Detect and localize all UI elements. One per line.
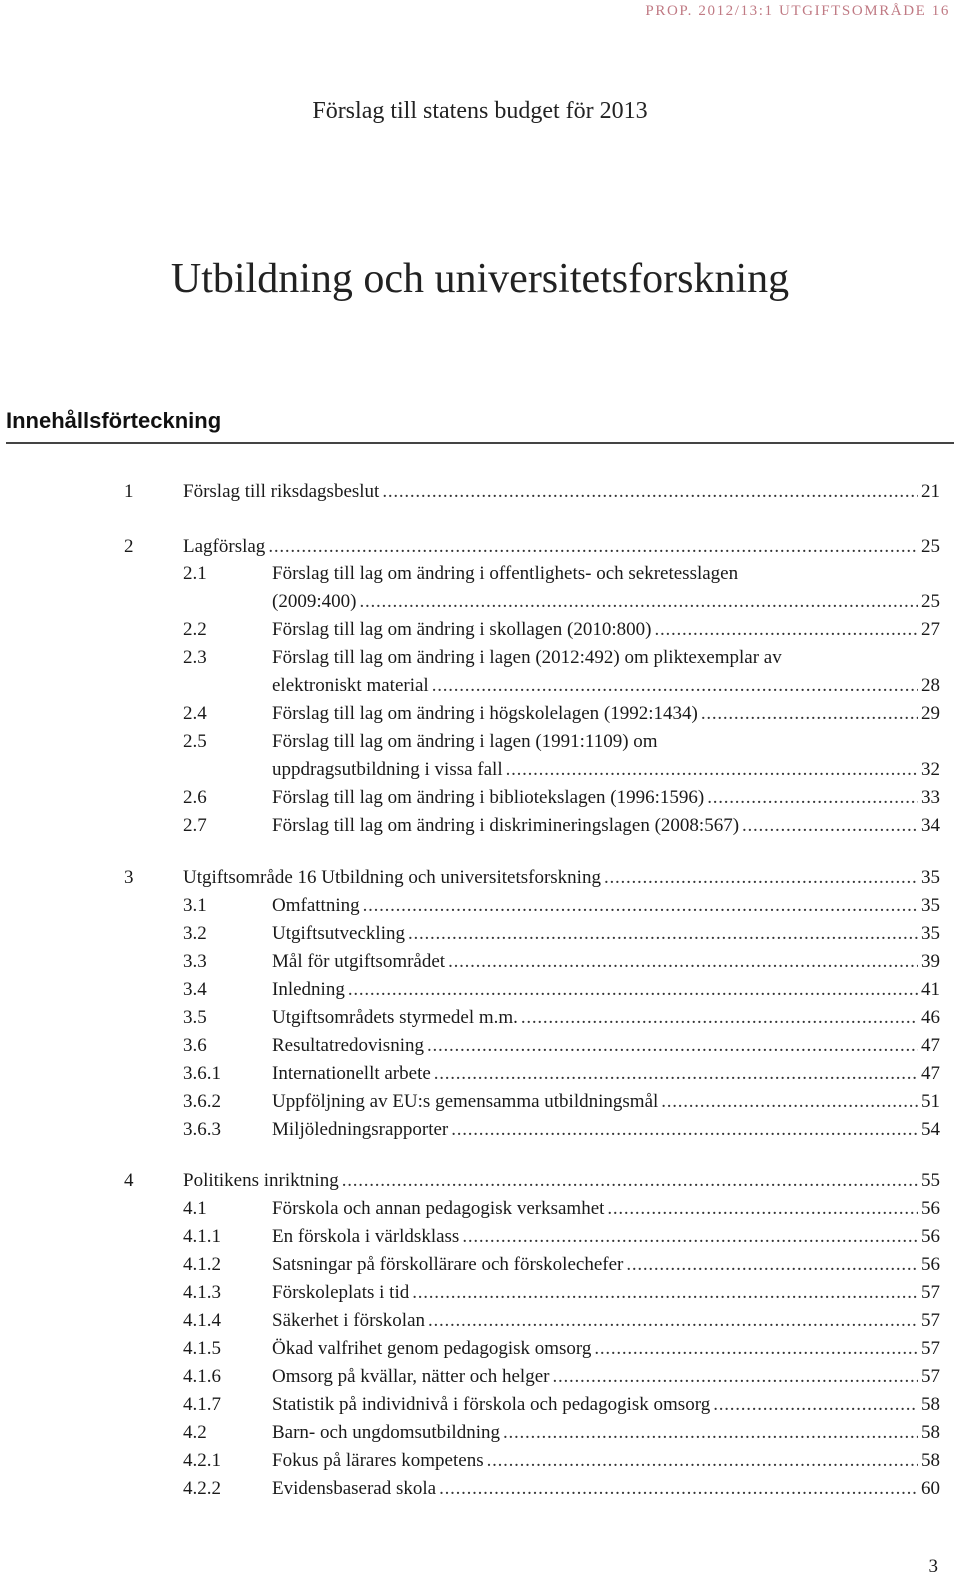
toc-entry-page: 39 [921,951,940,972]
toc-dot-leader [713,1391,918,1419]
toc-entry-number: 3.3 [183,951,207,972]
toc-entry-number: 2.1 [183,563,207,584]
toc-dot-leader [428,1307,918,1335]
toc-entry-number: 4.2.1 [183,1450,221,1471]
toc-entry-title: Förslag till lag om ändring i lagen (1991:1109) om [272,731,658,752]
toc-entry-number: 4.1.7 [183,1394,221,1415]
toc-dot-leader [487,1447,918,1475]
toc-dot-leader [408,920,918,948]
toc-entry[interactable] [0,976,960,1004]
toc-dot-leader [382,478,918,506]
toc-entry-title: Evidensbaserad skola [272,1478,437,1499]
toc-entry-page: 29 [921,703,940,724]
toc-entry[interactable] [0,1088,960,1116]
toc-entry-title: Barn- och ungdomsutbildning [272,1422,500,1443]
toc-entry-number: 2 [124,536,134,557]
toc-entry-title: Förslag till lag om ändring i högskolelagen (1992:1434) [272,703,698,724]
toc-entry-title: Förskola och annan pedagogisk verksamhet [272,1198,605,1219]
toc-entry-number: 2.7 [183,815,207,836]
toc-dot-leader [607,1195,918,1223]
toc-entry-number: 2.4 [183,703,207,724]
toc-entry-title: Förslag till lag om ändring i lagen (2012:492) om pliktexemplar av [272,647,782,668]
toc-entry-title: Mål för utgiftsområdet [272,951,446,972]
toc-entry[interactable] [0,1363,960,1391]
toc-entry[interactable] [0,1447,960,1475]
toc-entry-number: 3.4 [183,979,207,1000]
toc-entry-number: 4.2.2 [183,1478,221,1499]
toc-entry-number: 4.1.2 [183,1254,221,1275]
toc-dot-leader [503,1419,918,1447]
toc-entry-title: Förslag till lag om ändring i diskrimineringslagen (2008:567) [272,815,740,836]
toc-entry[interactable] [0,1251,960,1279]
toc-entry-title: Utgiftsutveckling [272,923,405,944]
toc-entry[interactable] [0,1060,960,1088]
toc-entry-page: 35 [921,867,940,888]
toc-entry[interactable] [0,756,960,784]
toc-entry-number: 3.6.2 [183,1091,221,1112]
document-title: Utbildning och universitetsforskning [170,256,790,302]
toc-entry[interactable] [0,1223,960,1251]
toc-entry-page: 35 [921,923,940,944]
toc-entry-title: Uppföljning av EU:s gemensamma utbildningsmål [272,1091,659,1112]
toc-dot-leader [412,1279,918,1307]
toc-entry-page: 25 [921,536,940,557]
toc-entry-title: Satsningar på förskollärare och förskolechefer [272,1254,624,1275]
toc-entry-number: 2.2 [183,619,207,640]
toc-entry-page: 27 [921,619,940,640]
toc-entry[interactable] [0,920,960,948]
toc-entry-title: Statistik på individnivå i förskola och pedagogisk omsorg [272,1394,711,1415]
toc-dot-leader [506,756,918,784]
toc-entry-page: 21 [921,481,940,502]
toc-entry[interactable] [0,1419,960,1447]
toc-dot-leader [427,1032,918,1060]
toc-entry[interactable] [0,1116,960,1144]
toc-entry[interactable] [0,1307,960,1335]
toc-entry[interactable] [0,892,960,920]
toc-entry-number: 3 [124,867,134,888]
toc-entry-page: 33 [921,787,940,808]
toc-entry-page: 47 [921,1035,940,1056]
toc-entry[interactable] [0,784,960,812]
toc-entry-number: 4.1 [183,1198,207,1219]
toc-entry-title: elektroniskt material [272,675,429,696]
toc-entry-number: 1 [124,481,134,502]
toc-entry[interactable] [0,478,960,506]
toc-entry[interactable] [0,948,960,976]
toc-entry-page: 56 [921,1198,940,1219]
toc-entry-page: 56 [921,1226,940,1247]
page-number: 3 [928,1556,938,1577]
toc-entry-title: Internationellt arbete [272,1063,431,1084]
toc-entry-title: Förskoleplats i tid [272,1282,410,1303]
toc-dot-leader [654,616,918,644]
toc-entry[interactable] [0,864,960,892]
toc-entry-title: Politikens inriktning [183,1170,339,1191]
toc-dot-leader [363,892,918,920]
toc-entry[interactable] [0,1391,960,1419]
toc-dot-leader [359,588,918,616]
toc-entry-number: 4.1.4 [183,1310,221,1331]
toc-dot-leader [742,812,918,840]
toc-entry[interactable] [0,1032,960,1060]
toc-entry-number: 3.6.3 [183,1119,221,1140]
toc-entry-title: Miljöledningsrapporter [272,1119,449,1140]
toc-entry-page: 57 [921,1282,940,1303]
toc-entry-title: Resultatredovisning [272,1035,424,1056]
toc-entry-title: Förslag till lag om ändring i bibliotekslagen (1996:1596) [272,787,705,808]
toc-entry[interactable] [0,1475,960,1503]
toc-entry[interactable] [0,1195,960,1223]
toc-entry-page: 34 [921,815,940,836]
toc-entry-page: 60 [921,1478,940,1499]
toc-entry[interactable] [0,1335,960,1363]
toc-entry-page: 58 [921,1394,940,1415]
toc-entry-title: Utgiftsområdets styrmedel m.m. [272,1007,518,1028]
toc-entry-title: Lagförslag [183,536,266,557]
toc-dot-leader [348,976,918,1004]
toc-entry-page: 56 [921,1254,940,1275]
running-header: PROP. 2012/13:1 UTGIFTSOMRÅDE 16 [645,3,950,19]
toc-entry-number: 4.1.1 [183,1226,221,1247]
toc-entry-page: 58 [921,1422,940,1443]
toc-dot-leader [521,1004,918,1032]
toc-entry-page: 47 [921,1063,940,1084]
toc-entry-title: Omsorg på kvällar, nätter och helger [272,1366,550,1387]
toc-entry-number: 2.5 [183,731,207,752]
toc-entry-page: 58 [921,1450,940,1471]
toc-entry-title: Ökad valfrihet genom pedagogisk omsorg [272,1338,592,1359]
toc-dot-leader [462,1223,918,1251]
toc-entry-title: Förslag till lag om ändring i skollagen (2010:800) [272,619,652,640]
toc-dot-leader [661,1088,918,1116]
toc-entry-title: Omfattning [272,895,360,916]
toc-entry-page: 35 [921,895,940,916]
toc-entry[interactable] [0,672,960,700]
toc-entry-number: 4.1.6 [183,1366,221,1387]
toc-entry[interactable] [0,1279,960,1307]
toc-entry-page: 51 [921,1091,940,1112]
toc-dot-leader [594,1335,918,1363]
toc-entry-title: Förslag till lag om ändring i offentlighets- och sekretesslagen [272,563,739,584]
toc-entry-title: uppdragsutbildning i vissa fall [272,759,503,780]
toc-entry-number: 4.1.5 [183,1338,221,1359]
toc-entry-page: 32 [921,759,940,780]
toc-dot-leader [439,1475,918,1503]
toc-dot-leader [604,864,918,892]
toc-entry[interactable] [0,812,960,840]
toc-entry-title: Förslag till riksdagsbeslut [183,481,380,502]
toc-dot-leader [451,1116,918,1144]
toc-entry[interactable] [0,644,960,672]
toc-entry-page: 57 [921,1338,940,1359]
toc-dot-leader [432,672,918,700]
toc-dot-leader [268,533,918,561]
toc-entry-number: 4 [124,1170,134,1191]
toc-entry-title: Säkerhet i förskolan [272,1310,426,1331]
toc-entry[interactable] [0,560,960,588]
toc-dot-leader [707,784,918,812]
toc-entry[interactable] [0,1167,960,1195]
toc-entry-page: 57 [921,1310,940,1331]
toc-dot-leader [434,1060,918,1088]
toc-entry-number: 3.6.1 [183,1063,221,1084]
toc-dot-leader [448,948,918,976]
toc-entry[interactable] [0,700,960,728]
document-subtitle: Förslag till statens budget för 2013 [312,98,648,124]
toc-entry-number: 2.3 [183,647,207,668]
toc-entry-number: 3.1 [183,895,207,916]
toc-entry-page: 54 [921,1119,940,1140]
toc-heading: Innehållsförteckning [6,408,222,433]
toc-entry-page: 25 [921,591,940,612]
toc-entry-title: Fokus på lärares kompetens [272,1450,484,1471]
toc-entry-title: Utgiftsområde 16 Utbildning och universitetsforskning [183,867,601,888]
toc-entry-page: 57 [921,1366,940,1387]
toc-dot-leader [701,700,918,728]
toc-entry-number: 3.2 [183,923,207,944]
toc-dot-leader [342,1167,918,1195]
toc-entry-page: 28 [921,675,940,696]
toc-entry-number: 4.1.3 [183,1282,221,1303]
toc-entry-number: 3.6 [183,1035,207,1056]
toc-entry[interactable] [0,1004,960,1032]
toc-entry-title: Inledning [272,979,345,1000]
toc-entry[interactable] [0,728,960,756]
toc-entry-title: (2009:400) [272,591,357,612]
toc-entry[interactable] [0,616,960,644]
toc-entry-page: 46 [921,1007,940,1028]
toc-entry-number: 4.2 [183,1422,207,1443]
toc-entry-page: 41 [921,979,940,1000]
toc-dot-leader [552,1363,918,1391]
toc-dot-leader [626,1251,918,1279]
toc-entry[interactable] [0,533,960,561]
toc-entry-page: 55 [921,1170,940,1191]
toc-entry-number: 2.6 [183,787,207,808]
toc-entry[interactable] [0,588,960,616]
toc-entry-title: En förskola i världsklass [272,1226,460,1247]
toc-entry-number: 3.5 [183,1007,207,1028]
